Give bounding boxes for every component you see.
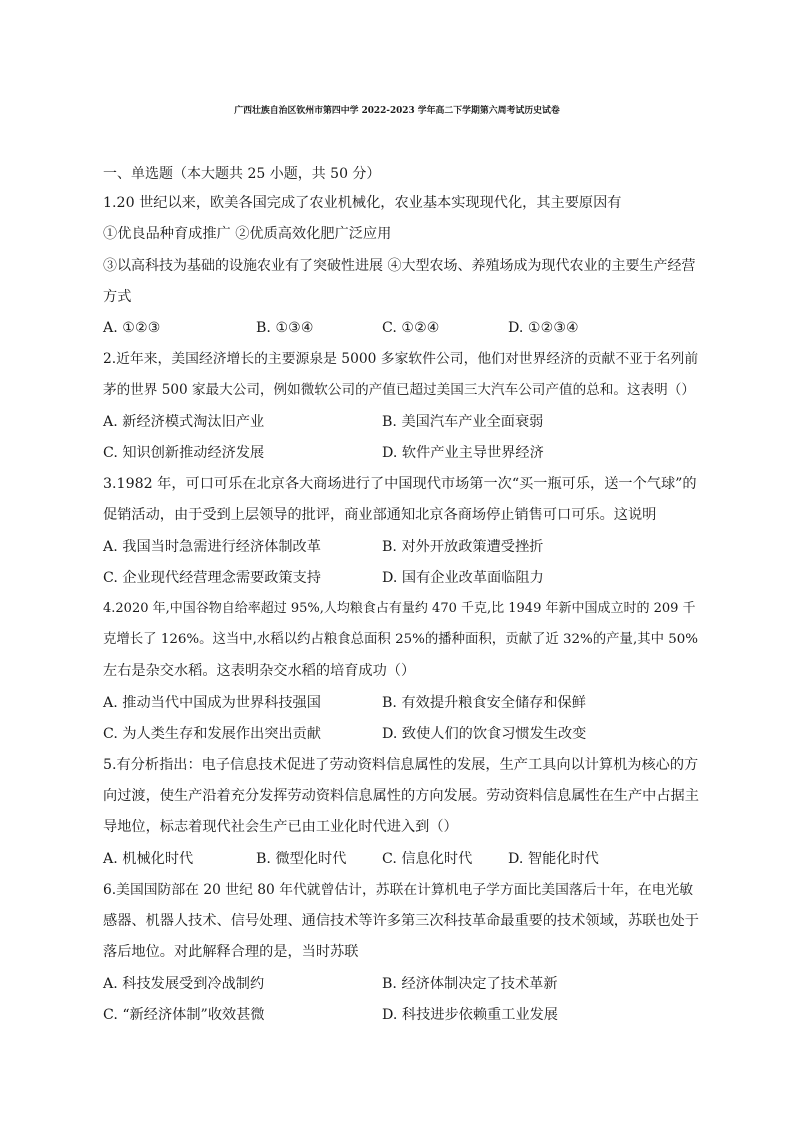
question-5-stem-line: 向过渡，使生产沿着充分发挥劳动资料信息属性的方向发展。劳动资料信息属性在生产中占据主 — [103, 788, 699, 804]
question-2-stem-line: 茅的世界 500 家最大公司，例如微软公司的产值已超过美国三大汽车公司产值的总和。这表明（） — [103, 382, 695, 398]
question-5-stem-line: 导地位，标志着现代社会生产已由工业化时代进入到（） — [103, 819, 458, 835]
question-4-option-b: B. 有效提升粮食安全储存和保鲜 — [382, 695, 586, 711]
question-2-option-d: D. 软件产业主导世界经济 — [382, 445, 544, 461]
question-5-option-c: C. 信息化时代 — [382, 851, 473, 867]
question-1-item-line: ③以高科技为基础的设施农业有了突破性进展 ④大型农场、养殖场成为现代农业的主要生产经营 — [103, 258, 696, 274]
question-4-option-c: C. 为人类生存和发展作出突出贡献 — [103, 726, 321, 742]
question-1-option-c: C. ①②④ — [382, 320, 440, 336]
question-5-stem: 5.有分析指出：电子信息技术促进了劳动资料信息属性的发展，生产工具向以计算机为核心的方 — [103, 757, 699, 773]
question-4-stem-line: 克增长了 126%。这当中,水稻以约占粮食总面积 25%的播种面积，贡献了近 32%的产量,其中 50% — [103, 632, 698, 647]
question-3-option-d: D. 国有企业改革面临阻力 — [382, 570, 544, 586]
question-5-option-b: B. 微型化时代 — [256, 851, 347, 867]
question-5-option-d: D. 智能化时代 — [508, 851, 599, 867]
question-2-stem: 2.近年来，美国经济增长的主要源泉是 5000 多家软件公司，他们对世界经济的贡献不亚于名列前 — [103, 351, 699, 367]
question-6-option-c: C. “新经济体制”收效甚微 — [103, 1007, 265, 1023]
question-3-option-b: B. 对外开放政策遭受挫折 — [382, 539, 544, 555]
page-title: 广西壮族自治区钦州市第四中学 2022-2023 学年高二下学期第六周考试历史试卷 — [234, 106, 560, 116]
question-6-stem-line: 感器、机器人技术、信号处理、通信技术等许多第三次科技革命最重要的技术领域，苏联也处于 — [103, 913, 699, 929]
question-2-option-a: A. 新经济模式淘汰旧产业 — [103, 414, 265, 430]
question-6-option-b: B. 经济体制决定了技术革新 — [382, 976, 558, 992]
question-5-option-a: A. 机械化时代 — [103, 851, 194, 867]
question-6-option-d: D. 科技进步依赖重工业发展 — [382, 1007, 558, 1023]
question-4-stem: 4.2020 年,中国谷物自给率超过 95%,人均粮食占有量约 470 千克,比 1949 年新中国成立时的 209 千 — [103, 601, 696, 616]
question-6-stem-line: 落后地位。对此解释合理的是，当时苏联 — [103, 944, 359, 960]
question-1-stem: 1.20 世纪以来，欧美各国完成了农业机械化，农业基本实现现代化，其主要原因有 — [103, 195, 622, 211]
section-heading: 一、单选题（本大题共 25 小题，共 50 分） — [103, 166, 381, 182]
question-6-stem: 6.美国国防部在 20 世纪 80 年代就曾估计，苏联在计算机电子学方面比美国落后十年，在电光敏 — [103, 882, 694, 898]
question-3-stem-line: 促销活动，由于受到上层领导的批评，商业部通知北京各商场停止销售可口可乐。这说明 — [103, 507, 657, 523]
question-4-option-d: D. 致使人们的饮食习惯发生改变 — [382, 726, 587, 742]
question-3-stem: 3.1982 年，可口可乐在北京各大商场进行了中国现代市场第一次“买一瓶可乐，送一个气球”的 — [103, 476, 697, 492]
question-4-option-a: A. 推动当代中国成为世界科技强国 — [103, 695, 321, 711]
question-2-option-b: B. 美国汽车产业全面衰弱 — [382, 414, 544, 430]
question-3-option-a: A. 我国当时急需进行经济体制改革 — [103, 539, 321, 555]
question-1-item-line: ①优良品种育成推广 ②优质高效化肥广泛应用 — [103, 226, 392, 242]
question-1-option-a: A. ①②③ — [103, 320, 161, 336]
question-6-option-a: A. 科技发展受到冷战制约 — [103, 976, 265, 992]
question-1-option-b: B. ①③④ — [256, 320, 314, 336]
question-4-stem-line: 左右是杂交水稻。这表明杂交水稻的培育成功（） — [103, 663, 416, 679]
question-1-option-d: D. ①②③④ — [508, 320, 579, 336]
question-1-item-line: 方式 — [103, 289, 132, 305]
question-3-option-c: C. 企业现代经营理念需要政策支持 — [103, 570, 321, 586]
question-2-option-c: C. 知识创新推动经济发展 — [103, 445, 265, 461]
